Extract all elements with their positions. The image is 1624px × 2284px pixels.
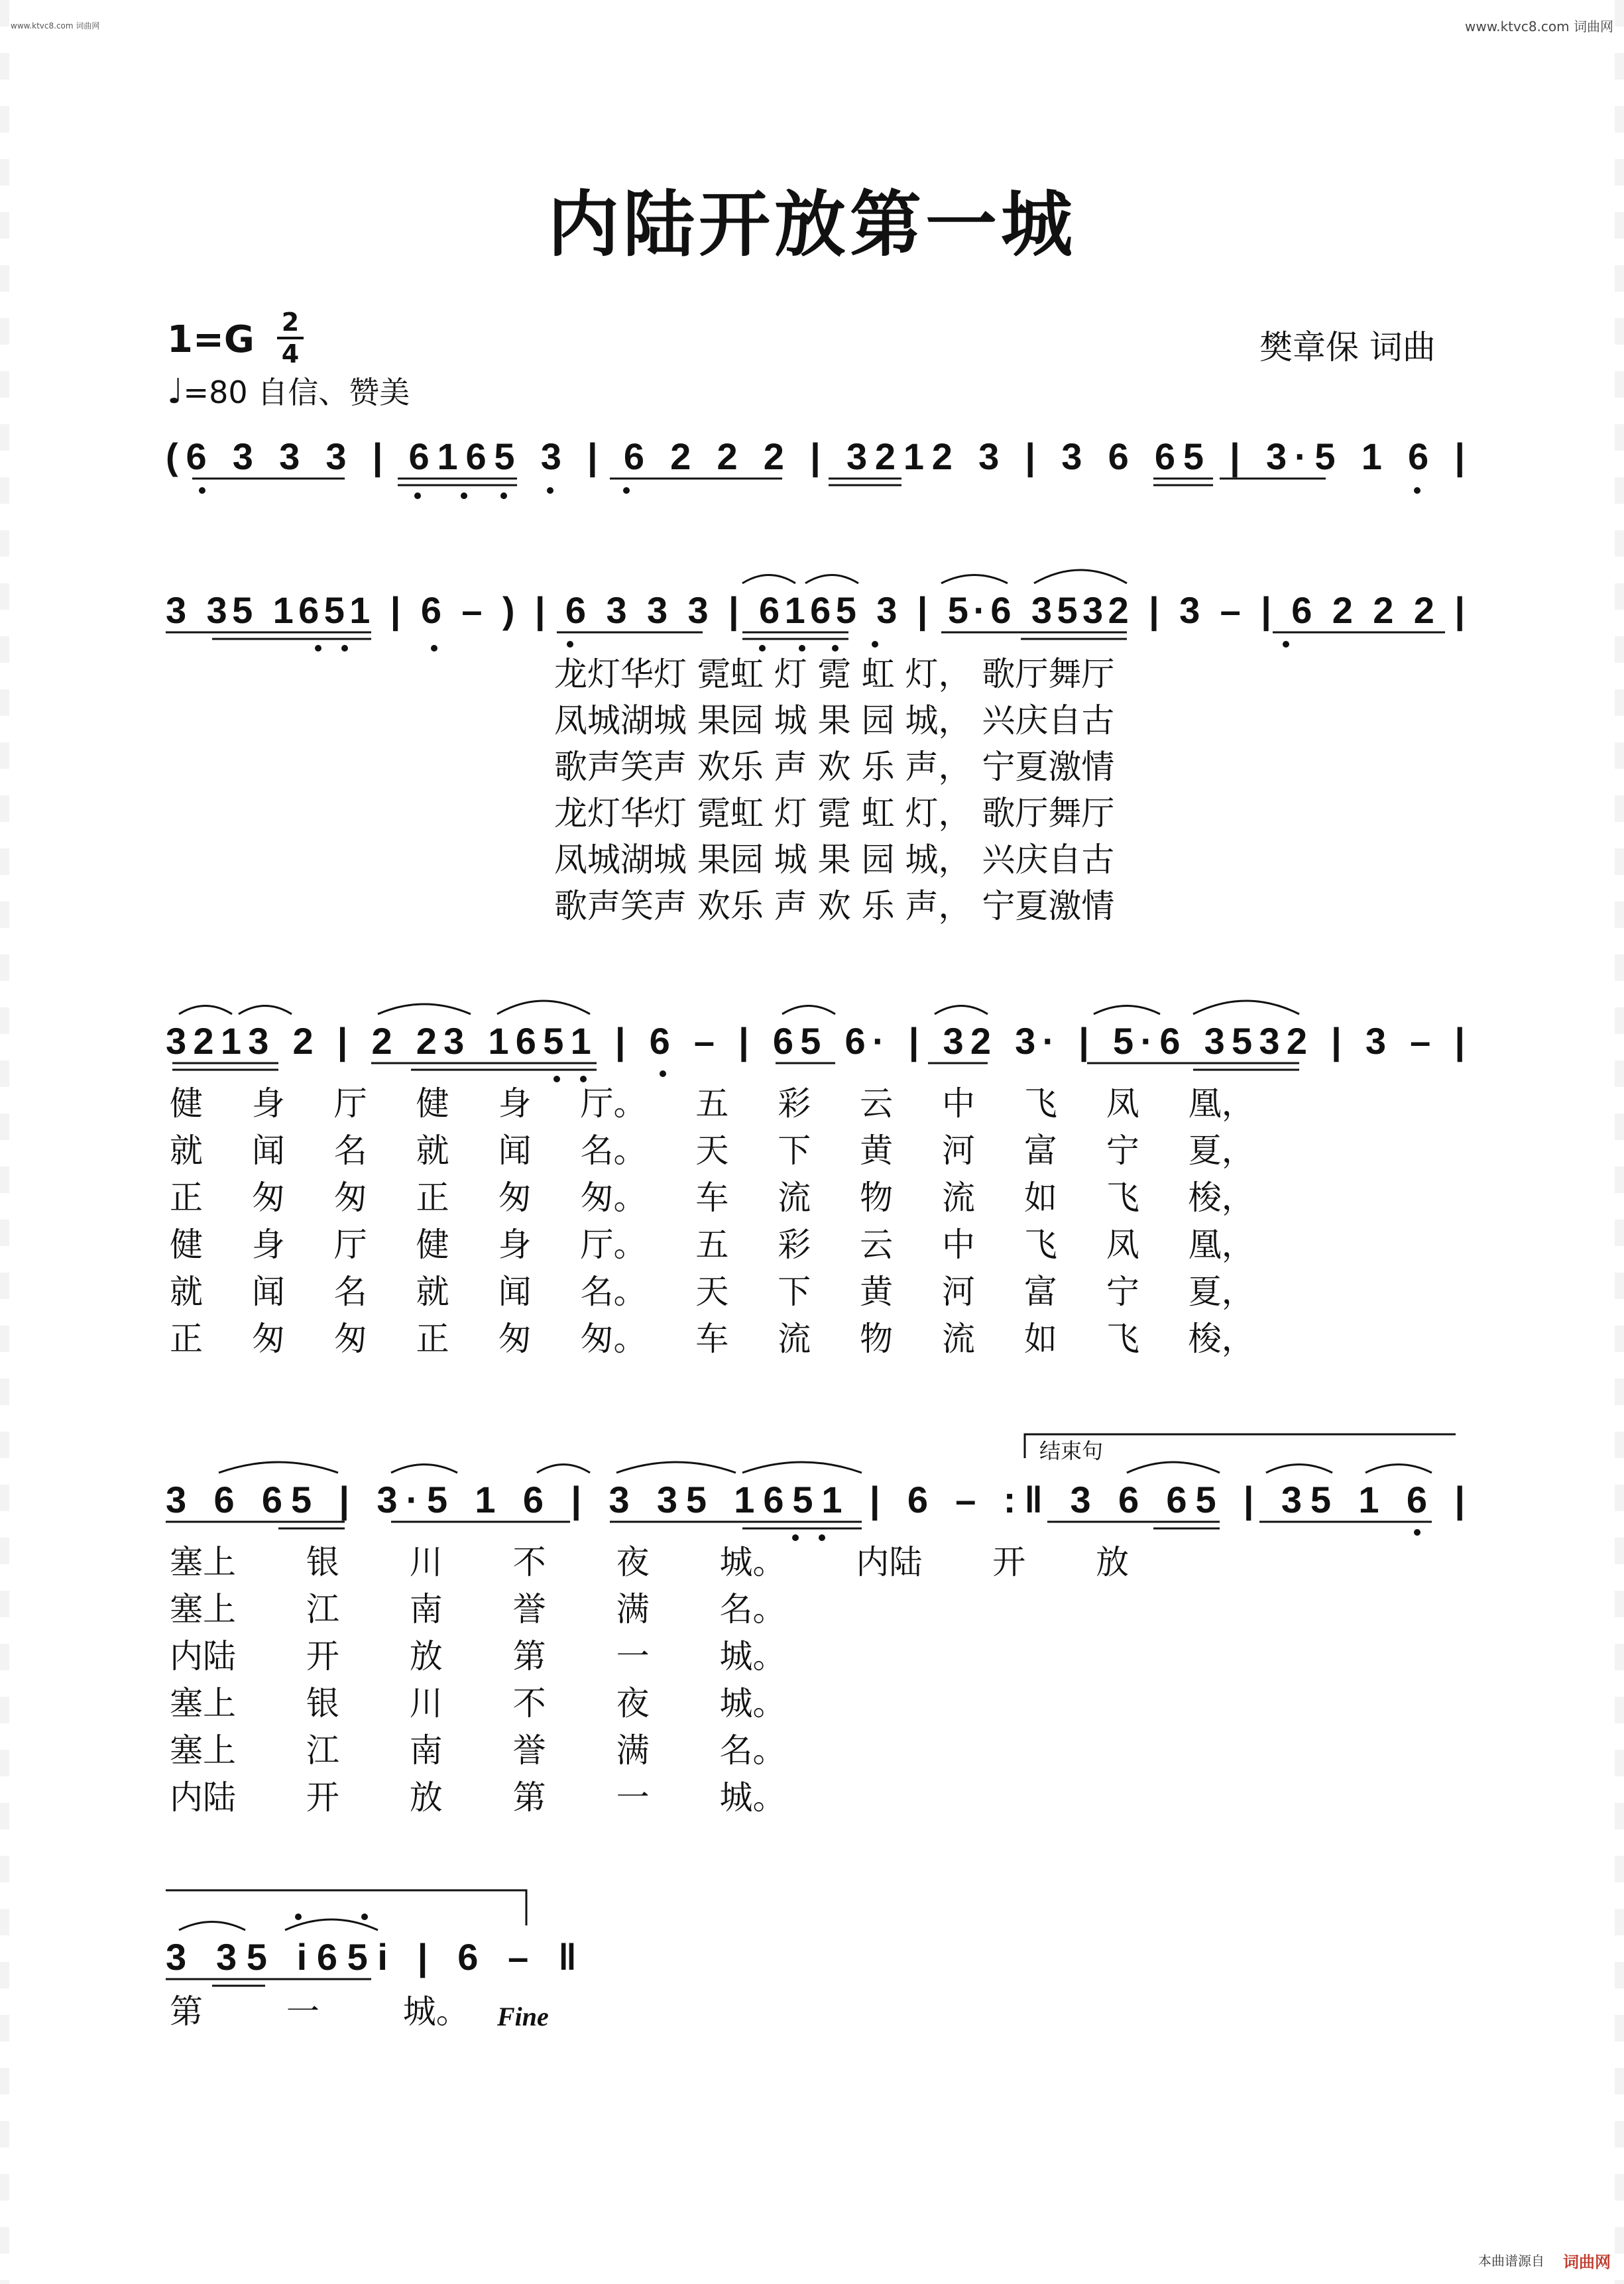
lyric-line: 健 身 厅 健 身 厅。 五 彩 云 中 飞 凤 凰， (170, 1226, 1255, 1264)
staff-line-1: (6 3 3 3 | 6165 3 | 6 2 2 2 | 3212 3 | 3 6 65 | 3·5 1 6 | (166, 435, 1465, 477)
lyric-line: 就 闻 名 就 闻 名。 天 下 黄 河 富 宁 夏， (170, 1273, 1255, 1311)
lyric-line: 就 闻 名 就 闻 名。 天 下 黄 河 富 宁 夏， (170, 1131, 1255, 1170)
lyric-line: 塞上 银 川 不 夜 城。 (170, 1684, 786, 1723)
author-credit: 樊章保 词曲 (1259, 328, 1436, 367)
lyrics-block-1 (554, 651, 1114, 929)
lyric-line: 塞上 江 南 誉 满 名。 (170, 1590, 786, 1628)
lyric-line: 龙灯华灯 霓虹 灯 霓 虹 灯， 歌厅舞厅 (554, 794, 1115, 832)
staff-line-4: 3 6 65 | 3·5 1 6 | 3 35 1651 | 6 – :‖ 3 6 65 | 35 1 6 | (166, 1479, 1465, 1520)
ending-label: 结束句 (1039, 1439, 1104, 1463)
footer-source-text: 本曲谱源自 (1478, 2253, 1544, 2269)
site-watermark-left: www.ktvc8.com 词曲网 (11, 21, 100, 30)
lyric-line: 龙灯华灯 霓虹 灯 霓 虹 灯， 歌厅舞厅 (554, 655, 1115, 693)
lyric-line: 歌声笑声 欢乐 声 欢 乐 声， 宁夏激情 (554, 887, 1115, 925)
lyric-line: 凤城湖城 果园 城 果 园 城， 兴庆自古 (554, 840, 1115, 879)
lyrics-block-4: 第 一 城。 (170, 1992, 469, 2031)
lyric-line: 正 匆 匆 正 匆 匆。 车 流 物 流 如 飞 梭， (170, 1178, 1255, 1217)
lyric-line: 塞上 银 川 不 夜 城。 内陆 开 放 (170, 1543, 1130, 1581)
lyrics-block-3 (170, 1539, 1129, 1821)
lyric-line: 凤城湖城 果园 城 果 园 城， 兴庆自古 (554, 701, 1115, 740)
lyric-line: 内陆 开 放 第 一 城。 (170, 1778, 786, 1817)
staff-line-2: 3 35 1651 | 6 – ) | 6 3 3 3 | 6165 3 | 5·6 3532 | 3 – | 6 2 2 2 | (166, 589, 1465, 631)
staff-line-5: 3 35 i65i | 6 – ‖ (166, 1936, 577, 1978)
fine-marking: Fine (497, 2002, 549, 2031)
lyric-line: 内陆 开 放 第 一 城。 (170, 1637, 786, 1676)
key-signature: 1=G (167, 318, 255, 361)
lyric-line: 塞上 江 南 誉 满 名。 (170, 1731, 786, 1770)
tempo-text: =80 自信、赞美 (183, 374, 410, 410)
lyric-line: 健 身 厅 健 身 厅。 五 彩 云 中 飞 凤 凰， (170, 1084, 1255, 1123)
time-sig-bottom: 4 (281, 339, 300, 369)
lyric-line: 正 匆 匆 正 匆 匆。 车 流 物 流 如 飞 梭， (170, 1320, 1255, 1358)
lyrics-block-2 (170, 1080, 1255, 1363)
score-title: 内陆开放第一城 (547, 183, 1076, 266)
time-sig-top: 2 (281, 308, 300, 337)
footer-logo: 词曲网 (1563, 2253, 1611, 2271)
quarter-note-icon: ♩ (167, 372, 184, 412)
lyric-line: 歌声笑声 欢乐 声 欢 乐 声， 宁夏激情 (554, 748, 1115, 786)
site-watermark-right: www.ktvc8.com 词曲网 (1464, 19, 1613, 34)
staff-line-3: 3213 2 | 2 23 1651 | 6 – | 65 6· | 32 3· | 5·6 3532 | 3 – | (166, 1020, 1465, 1062)
